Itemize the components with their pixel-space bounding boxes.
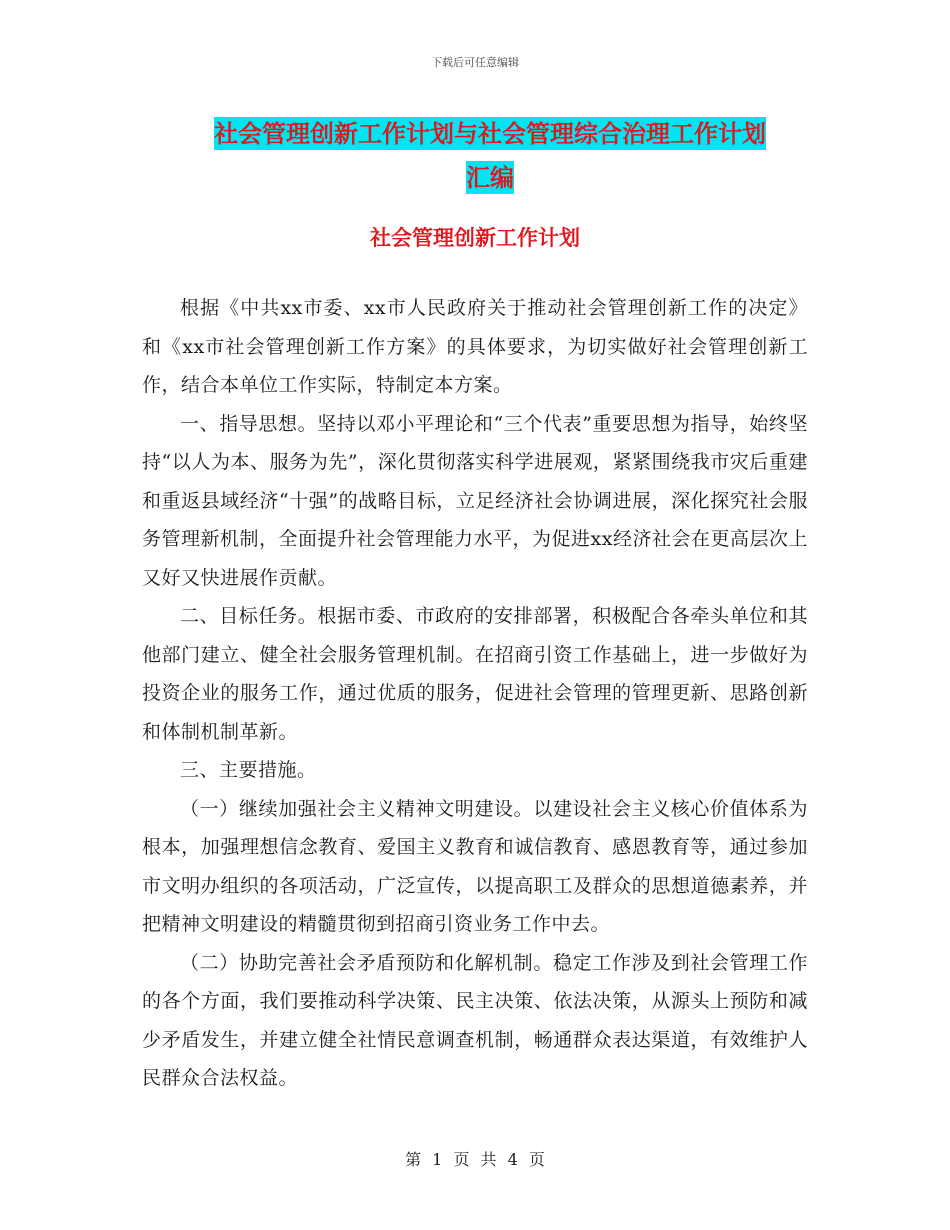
paragraph-guiding-thought: 一、指导思想。坚持以邓小平理论和“三个代表”重要思想为指导，始终坚持“以人为本、服务为先”，深化贯彻落实科学进展观，紧紧围绕我市灾后重建和重返县域经济“十强”的战略目标，立足经济社会协调进展，深化探究社会服务管理新机制，全面提升社会管理能力水平，为促进xx经济社会在更高层次上又好又快进展作贡献。: [142, 412, 808, 589]
paragraph-intro: 根据《中共xx市委、xx市人民政府关于推动社会管理创新工作的决定》和《xx市社会管理创新工作方案》的具体要求，为切实做好社会管理创新工作，结合本单位工作实际，特制定本方案。: [142, 297, 808, 396]
header-note: 下载后可任意编辑: [431, 56, 519, 69]
paragraph-goals: 二、目标任务。根据市委、市政府的安排部署，积极配合各牵头单位和其他部门建立、健全社会服务管理机制。在招商引资工作基础上，进一步做好为投资企业的服务工作，通过优质的服务，促进社会管理的管理更新、思路创新和体制机制革新。: [142, 605, 808, 743]
document-title: [140, 112, 840, 200]
document-title-line-2: 汇编: [466, 163, 514, 192]
body-text: [142, 289, 808, 1098]
page-footer: 第 1 页 共 4 页: [405, 1150, 545, 1169]
document-title-line-1: 社会管理创新工作计划与社会管理综合治理工作计划: [214, 119, 766, 148]
paragraph-measure-2: （二）协助完善社会矛盾预防和化解机制。稳定工作涉及到社会管理工作的各个方面，我们要推动科学决策、民主决策、依法决策，从源头上预防和减少矛盾发生，并建立健全社情民意调查机制，畅通群众表达渠道，有效维护人民群众合法权益。: [142, 951, 808, 1089]
section-title: 社会管理创新工作计划: [370, 225, 580, 250]
paragraph-measures-heading: 三、主要措施。: [180, 759, 317, 781]
paragraph-measure-1: （一）继续加强社会主义精神文明建设。以建设社会主义核心价值体系为根本，加强理想信念教育、爱国主义教育和诚信教育、感恩教育等，通过参加市文明办组织的各项活动，广泛宣传，以提高职工及群众的思想道德素养，并把精神文明建设的精髓贯彻到招商引资业务工作中去。: [142, 797, 808, 935]
